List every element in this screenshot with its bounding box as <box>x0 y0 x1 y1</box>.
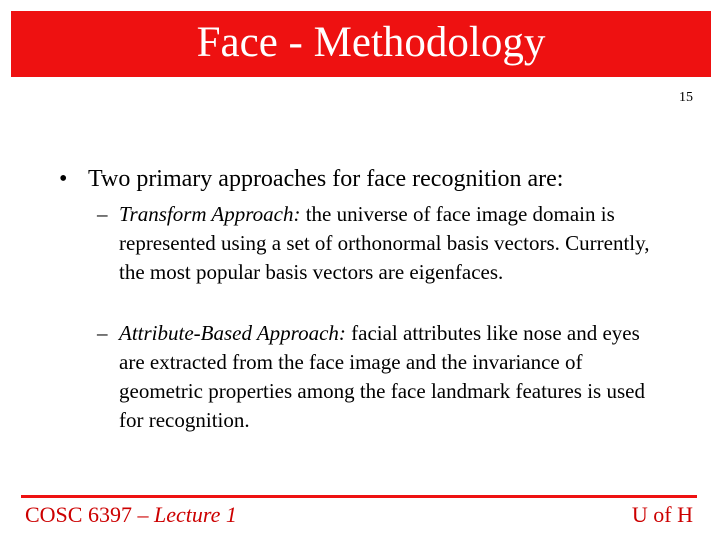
main-bullet <box>59 164 699 194</box>
dash-marker: – <box>97 202 108 226</box>
footer-divider <box>21 495 697 498</box>
footer-course <box>25 504 237 526</box>
sub-bullet-label: Attribute-Based Approach: <box>119 321 346 345</box>
slide-title: Face - Methodology <box>196 19 546 66</box>
sub-bullet-text: facial attributes like nose and eyes are extracted from the face image and the invariance of geometric properties among the face landmark features is used for recognition. <box>119 321 645 432</box>
footer-course-code: COSC 6397 – <box>25 502 154 527</box>
bullet-marker: • <box>59 166 68 192</box>
main-bullet-text: Two primary approaches for face recognition are: <box>88 166 564 192</box>
sub-bullet-text: the universe of face image domain is represented using a set of orthonormal basis vectors. Currently, the most popular basis vectors are eigenfaces. <box>119 202 650 284</box>
dash-marker: – <box>97 321 108 345</box>
sub-bullet-transform <box>97 200 657 287</box>
footer-institution: U of H <box>631 502 693 527</box>
title-bar <box>11 11 711 77</box>
sub-bullet-label: Transform Approach: <box>119 202 301 226</box>
sub-bullet-body <box>97 319 657 435</box>
slide-number: 15 <box>679 90 693 105</box>
sub-bullet-body <box>97 200 657 287</box>
sub-bullet-attribute <box>97 319 657 435</box>
footer-lecture: Lecture 1 <box>153 502 237 527</box>
